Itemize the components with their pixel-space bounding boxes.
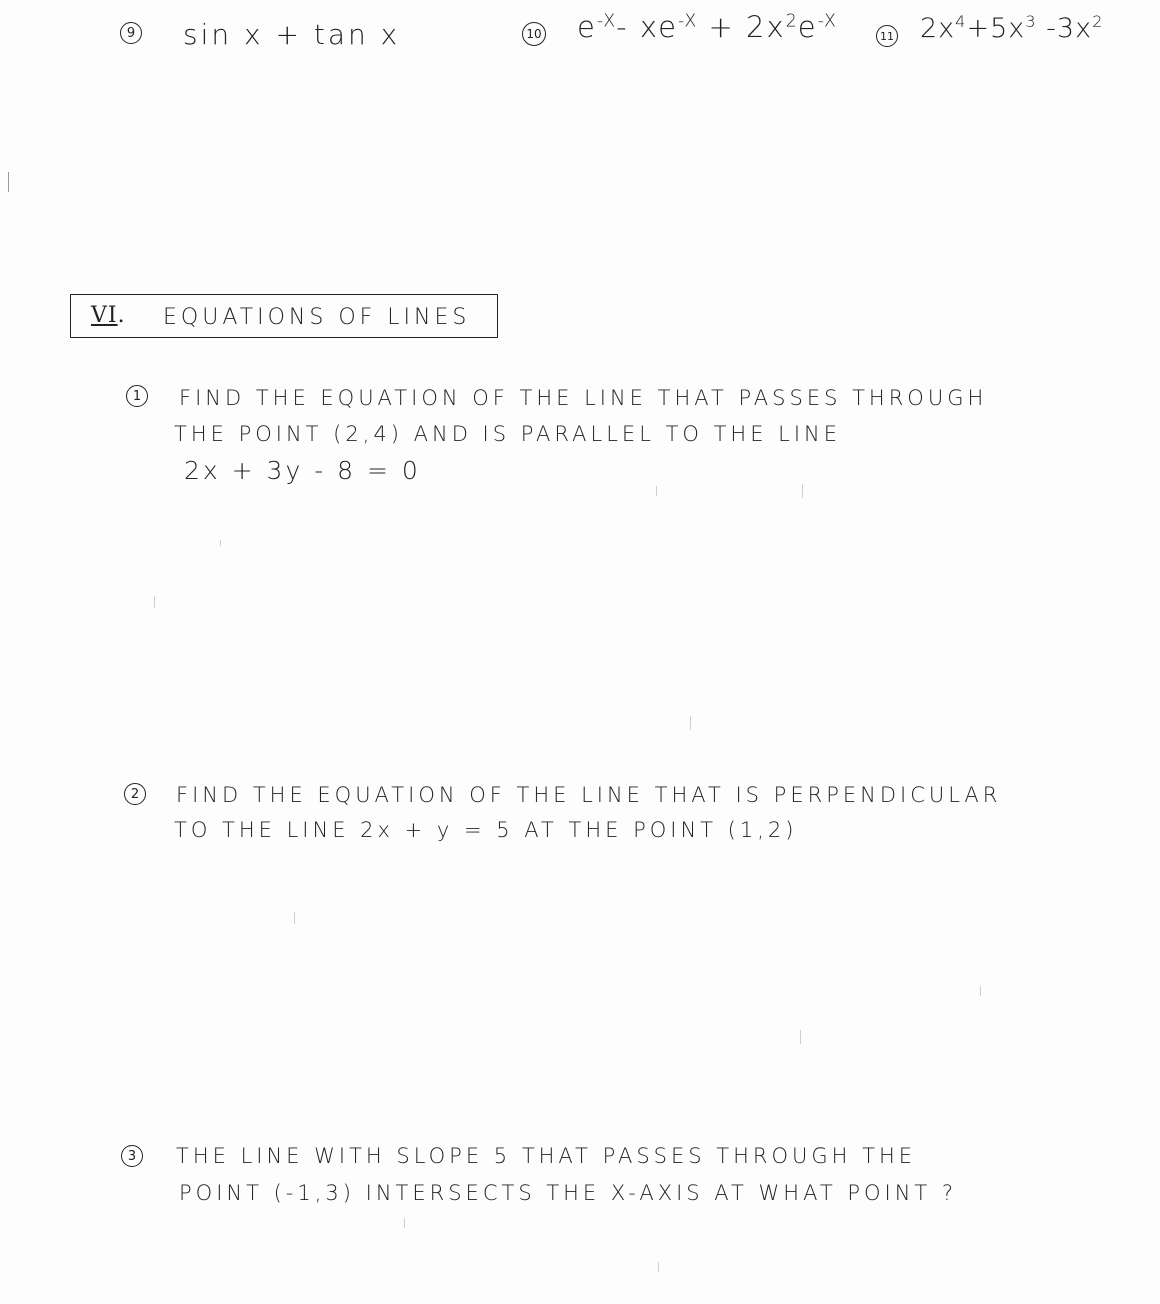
scan-speck xyxy=(8,172,9,192)
scan-speck xyxy=(220,540,221,546)
scan-speck xyxy=(656,486,657,496)
problem-2-line-1: FIND THE EQUATION OF THE LINE THAT IS PERPENDICULAR xyxy=(176,783,1002,807)
problem-1-line-2: THE POINT (2,4) AND IS PARALLEL TO THE LINE xyxy=(174,422,842,446)
scan-speck xyxy=(154,596,155,608)
problem-1-line-1: FIND THE EQUATION OF THE LINE THAT PASSES THROUGH xyxy=(179,386,988,410)
problem-1-number: 1 xyxy=(126,385,148,407)
problem-3-line-2: POINT (-1,3) INTERSECTS THE X-AXIS AT WHAT POINT ? xyxy=(179,1181,958,1205)
problem-10-expression: $e^{-X}-$ $xe^{-X} + 2x^2e^{-X}$ xyxy=(577,10,837,44)
scan-speck xyxy=(658,1262,659,1272)
scan-speck xyxy=(404,1218,405,1228)
scan-speck xyxy=(294,912,295,924)
problem-11-expression: $2x^4+5x^3$ $-3x^2$ xyxy=(920,12,1104,44)
problem-2-line-2: TO THE LINE 2x + y = 5 AT THE POINT (1,2) xyxy=(174,818,798,842)
section-numeral xyxy=(91,303,126,328)
problem-11-number: 11 xyxy=(876,25,898,47)
problem-3-line-1: THE LINE WITH SLOPE 5 THAT PASSES THROUGH THE xyxy=(176,1144,917,1168)
problem-10-number: 10 xyxy=(522,22,546,46)
section-separator: . xyxy=(117,303,126,328)
problem-2-number: 2 xyxy=(124,783,146,805)
problem-9-expression: sin x + tan x xyxy=(183,18,401,51)
problem-9-number: 9 xyxy=(120,22,142,44)
section-roman-numeral: VI xyxy=(91,303,118,328)
section-title: EQUATIONS OF LINES xyxy=(163,305,471,330)
scan-speck xyxy=(800,1030,801,1044)
scan-speck xyxy=(802,484,803,498)
section-header-box xyxy=(70,294,498,338)
scan-speck xyxy=(980,986,981,996)
scan-speck xyxy=(690,716,691,730)
problem-3-number: 3 xyxy=(121,1145,143,1167)
problem-1-equation: 2x + 3y - 8 = 0 xyxy=(184,456,421,485)
